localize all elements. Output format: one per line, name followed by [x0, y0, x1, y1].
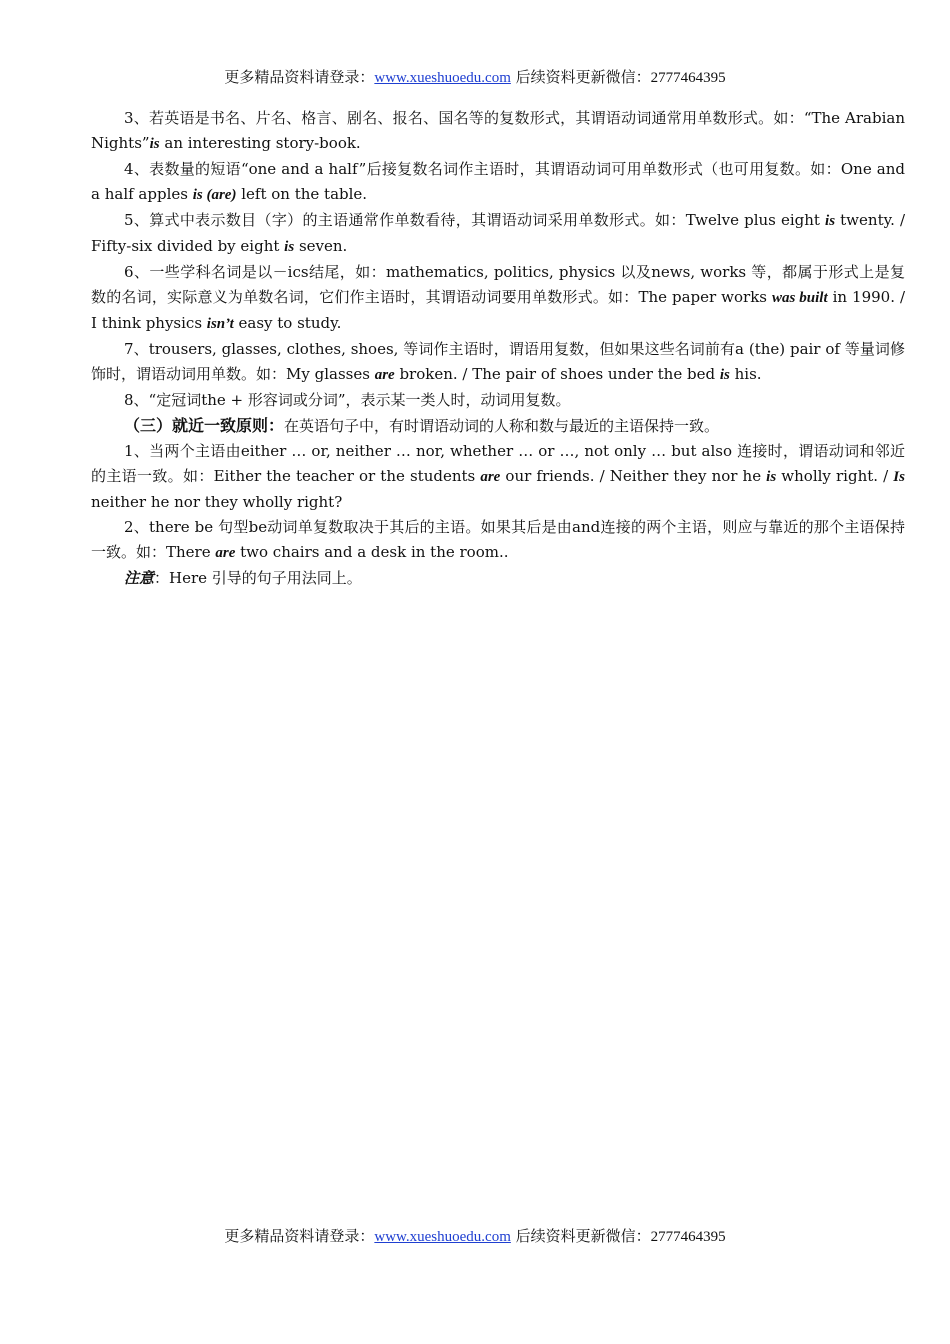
section-3-rule-2-text: 2、there be 句型be动词单复数取决于其后的主语。如果其后是由and连接的两个主语，则应与靠近的那个主语保持一致。如：There — [91, 518, 905, 561]
document-body — [91, 106, 905, 591]
rule-6-keyword-2: isn’t — [206, 316, 234, 332]
rule-3-text-end: an interesting story-book. — [159, 134, 361, 152]
rule-5-text: 5、算式中表示数目（字）的主语通常作单数看待，其谓语动词采用单数形式。如：Twelve plus eight — [124, 211, 826, 229]
section-3-rule-2-paragraph — [91, 515, 905, 566]
section-3-rule-1-text: 1、当两个主语由either … or, neither … nor, whether … or …, not only … but also 连接时，谓语动词和邻近的主语一致。如：Either the teacher or the students — [91, 442, 905, 485]
header-phone: 2777464395 — [650, 70, 726, 86]
rule-7-text: 7、trousers, glasses, clothes, shoes, 等词作主语时，谓语用复数，但如果这些名词前有a (the) pair of 等量词修饰时，谓语动词用单数。如：My glasses — [91, 340, 905, 383]
rule-4-text-end: left on the table. — [236, 185, 368, 203]
section-3-title — [91, 413, 905, 439]
section-3-rule-1-paragraph — [91, 439, 905, 515]
section-3-rule-1-keyword-2: is — [766, 469, 777, 485]
rule-5-keyword-2: is — [284, 239, 295, 255]
rule-3-keyword: is — [149, 136, 160, 152]
section-3-rule-1-text-2: our friends. / Neither they nor he — [500, 467, 767, 485]
rule-5-paragraph — [91, 208, 905, 260]
rule-6-keyword-1: was built — [771, 290, 828, 306]
section-3-rule-1-text-end: neither he nor they wholly right? — [91, 493, 343, 511]
rule-4-text: 4、表数量的短语“one and a half”后接复数名词作主语时，其谓语动词可用单数形式（也可用复数。如：One and a half apples — [91, 160, 905, 203]
rule-5-keyword-1: is — [825, 213, 836, 229]
header-suffix: 后续资料更新微信： — [510, 68, 651, 86]
note-paragraph — [91, 566, 905, 591]
note-text: ：Here 引导的句子用法同上。 — [154, 569, 362, 587]
rule-4-keyword: is (are) — [192, 187, 237, 203]
rule-8-text: 8、“定冠词the + 形容词或分词”，表示某一类人时，动词用复数。 — [124, 391, 571, 409]
rule-6-text-mid: in 1990. / I think physics — [91, 288, 906, 332]
page-header — [0, 67, 950, 88]
rule-6-text-end: easy to study. — [233, 314, 342, 332]
rule-5-text-end: seven. — [294, 237, 348, 255]
section-3-rule-1-keyword-1: are — [480, 469, 501, 485]
header-prefix: 更多精品资料请登录： — [224, 68, 375, 86]
header-website-link[interactable]: www.xueshuoedu.com — [374, 70, 511, 86]
section-3-rule-2-keyword: are — [215, 545, 236, 561]
section-3-rule-2-text-end: two chairs and a desk in the room.. — [235, 543, 509, 561]
rule-3-paragraph — [91, 106, 905, 157]
page-footer — [0, 1226, 950, 1247]
rule-7-keyword-2: is — [719, 367, 730, 383]
section-3-rule-1-keyword-3: Is — [893, 469, 905, 485]
section-3-rule-1-text-3: wholly right. / — [776, 467, 894, 485]
rule-8-paragraph — [91, 388, 905, 413]
rule-5-text-mid: twenty. / Fifty-six divided by eight — [91, 211, 905, 255]
rule-3-text: 3、若英语是书名、片名、格言、剧名、报名、国名等的复数形式，其谓语动词通常用单数形式。如：“The Arabian Nights” — [91, 109, 905, 152]
rule-7-text-end: his. — [729, 365, 762, 383]
section-3-intro: 在英语句子中，有时谓语动词的人称和数与最近的主语保持一致。 — [284, 417, 720, 435]
rule-6-paragraph — [91, 260, 905, 337]
rule-7-keyword-1: are — [374, 367, 395, 383]
footer-phone: 2777464395 — [650, 1229, 726, 1245]
rule-6-text: 6、一些学科名词是以－ics结尾，如：mathematics, politics, physics 以及news, works 等，都属于形式上是复数的名词，实际意义为单数名词，它们作主语时，其谓语动词要用单数形式。如：The paper works — [91, 263, 905, 306]
rule-7-text-mid: broken. / The pair of shoes under the bed — [394, 365, 720, 383]
rule-7-paragraph — [91, 337, 905, 388]
section-3-heading: （三）就近一致原则： — [124, 416, 285, 435]
note-label: 注意 — [124, 569, 155, 587]
footer-prefix: 更多精品资料请登录： — [224, 1227, 375, 1245]
footer-suffix: 后续资料更新微信： — [510, 1227, 651, 1245]
rule-4-paragraph — [91, 157, 905, 208]
footer-website-link[interactable]: www.xueshuoedu.com — [374, 1229, 511, 1245]
